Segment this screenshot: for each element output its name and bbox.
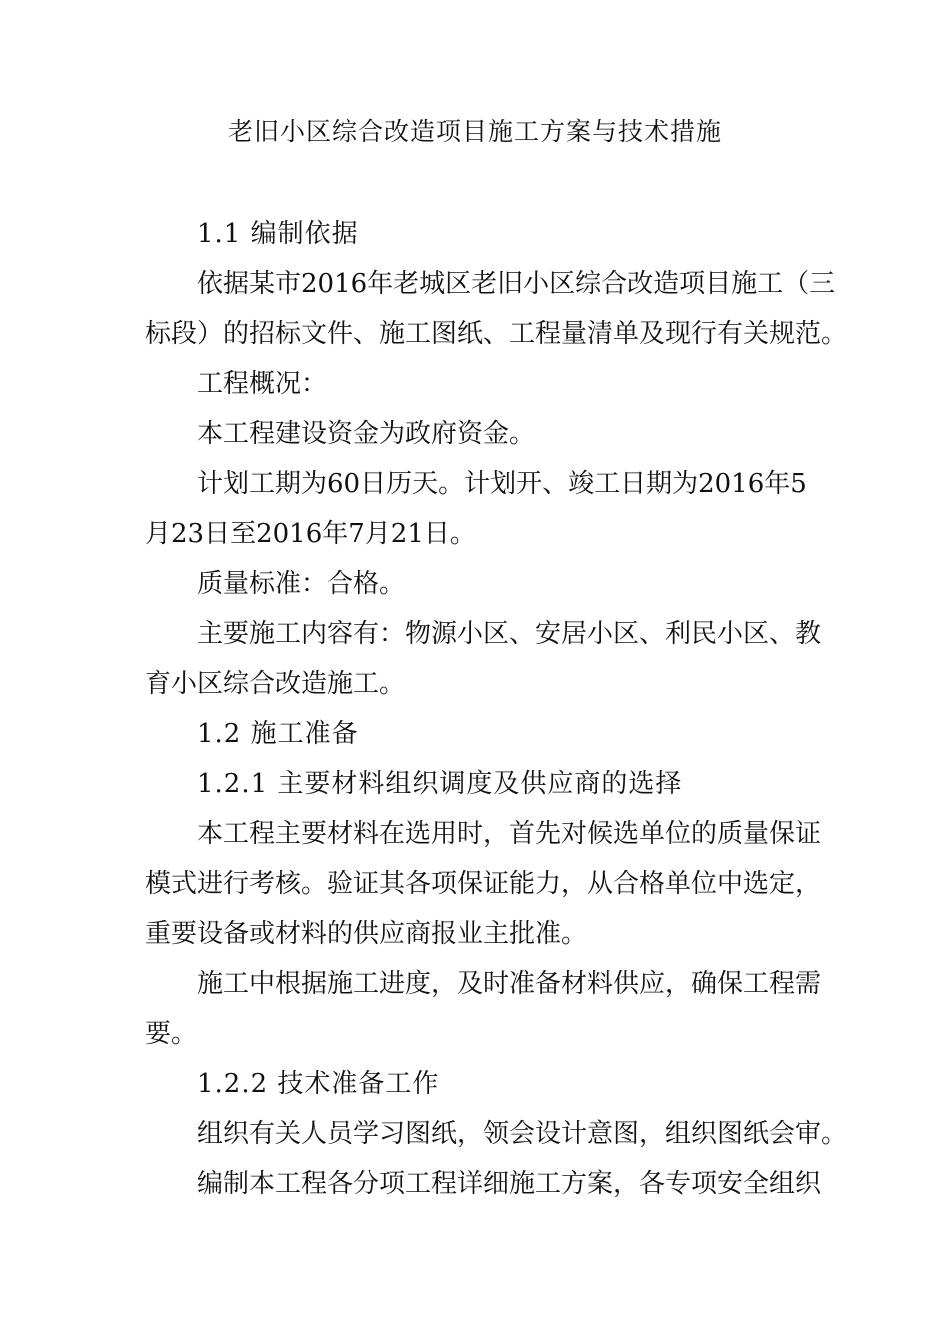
paragraph-scope-line-1: 主要施工内容有：物源小区、安居小区、利民小区、教 [197,619,822,649]
paragraph-schedule-line-1: 计划工期为60日历天。计划开、竣工日期为2016年5 [197,469,807,499]
paragraph-basis-line-1: 依据某市2016年老城区老旧小区综合改造项目施工（三 [197,269,836,299]
section-heading-1-2-2: 1.2.2 技术准备工作 [197,1069,440,1099]
paragraph-materials-line-3: 重要设备或材料的供应商报业主批准。 [145,919,588,949]
paragraph-basis-line-2: 标段）的招标文件、施工图纸、工程量清单及现行有关规范。 [145,319,848,349]
paragraph-supply-line-2: 要。 [145,1019,198,1049]
paragraph-drawings-review: 组织有关人员学习图纸，领会设计意图，组织图纸会审。 [197,1119,848,1149]
paragraph-schedule-line-2: 月23日至2016年7月21日。 [145,519,476,549]
paragraph-supply-line-1: 施工中根据施工进度，及时准备材料供应，确保工程需 [197,969,822,999]
paragraph-quality-standard: 质量标准：合格。 [197,569,406,599]
label-project-overview: 工程概况： [197,369,328,399]
section-heading-1-2: 1.2 施工准备 [197,719,359,749]
paragraph-materials-line-2: 模式进行考核。验证其各项保证能力，从合格单位中选定， [145,869,822,899]
section-heading-1-2-1: 1.2.1 主要材料组织调度及供应商的选择 [197,769,683,799]
paragraph-construction-plan: 编制本工程各分项工程详细施工方案，各专项安全组织 [197,1169,822,1199]
paragraph-materials-line-1: 本工程主要材料在选用时，首先对候选单位的质量保证 [197,819,822,849]
document-title: 老旧小区综合改造项目施工方案与技术措施 [227,117,722,146]
section-heading-1-1: 1.1 编制依据 [197,219,359,249]
paragraph-scope-line-2: 育小区综合改造施工。 [145,669,406,699]
paragraph-funding: 本工程建设资金为政府资金。 [197,419,536,449]
